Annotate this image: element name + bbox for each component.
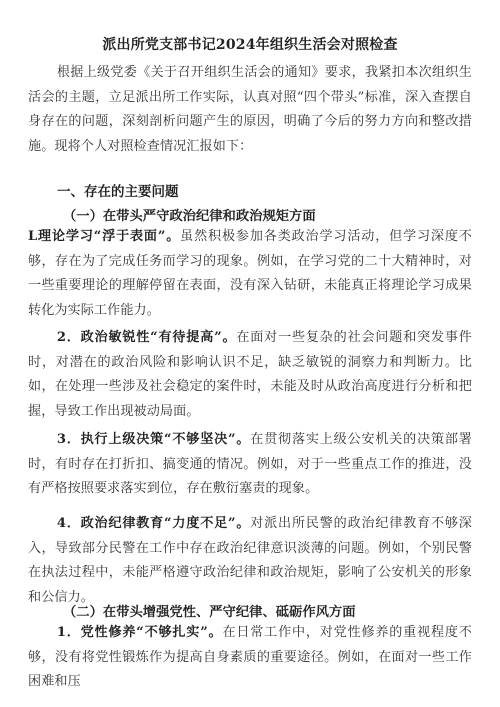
problem-item-2-body: 在面对一些复杂的社会问题和突发事件时，对潜在的政治风险和影响认识不足，缺乏敏锐的洞察力和判断力。比如，在处理一些涉及社会稳定的案件时，未能及时从政治高度进行分析和把握，导致工作出现被动局面。 (28, 330, 473, 419)
problem-item-2 (28, 326, 472, 424)
problem-item-5-lead: 1．党性修养“不够扎实”。 (56, 625, 223, 640)
section-heading-main-problems: 一、存在的主要问题 (57, 184, 179, 200)
problem-item-5 (28, 621, 472, 695)
problem-item-2-lead: 2．政治敏锐性“有待提高”。 (56, 330, 237, 345)
subsection-heading-party-spirit: （二）在带头增强党性、严守纪律、砥砺作风方面 (63, 605, 356, 620)
problem-item-3-body: 在贯彻落实上级公安机关的决策部署时，有时存在打折扣、搞变通的情况。例如，对于一些重点工作的推进，没有严格按照要求落实到位，存在敷衍塞责的现象。 (28, 432, 472, 496)
problem-item-4-lead: 4．政治纪律教育“力度不足”。 (56, 516, 251, 531)
problem-item-3-lead: 3．执行上级决策“不够坚决”。 (56, 432, 251, 447)
problem-item-1 (28, 225, 472, 323)
problem-item-3 (28, 428, 472, 502)
problem-item-5-body: 在日常工作中，对党性修养的重视程度不够，没有将党性锻炼作为提高自身素质的重要途径。例如，在面对一些工作困难和压 (28, 625, 472, 689)
subsection-heading-political-discipline: （一）在带头严守政治纪律和政治规矩方面 (63, 209, 316, 224)
problem-item-4 (28, 512, 472, 610)
problem-item-4-body: 对派出所民警的政治纪律教育不够深入，导致部分民警在工作中存在政治纪律意识淡薄的问题。例如，个别民警在执法过程中，未能严格遵守政治纪律和政治规矩，影响了公安机关的形象和公信力。 (28, 516, 472, 605)
problem-item-1-body: 虽然积极参加各类政治学习活动，但学习深度不够，存在为了完成任务而学习的现象。例如，在学习党的二十大精神时，对一些重要理论的理解停留在表面，没有深入钻研，未能真正将理论学习成果转化为实际工作能力。 (28, 229, 472, 318)
problem-item-1-lead: L理论学习“浮于表面”。 (28, 229, 181, 244)
intro-paragraph: 根据上级党委《关于召开组织生活会的通知》要求，我紧扣本次组织生活会的主题，立足派出所工作实际，认真对照“四个带头”标准，深入查摆自身存在的问题，深刻剖析问题产生的原因，明确了今后的努力方向和整改措施。现将个人对照检查情况汇报如下： (28, 65, 472, 154)
document-title: 派出所党支部书记2024年组织生活会对照检查 (102, 37, 398, 53)
